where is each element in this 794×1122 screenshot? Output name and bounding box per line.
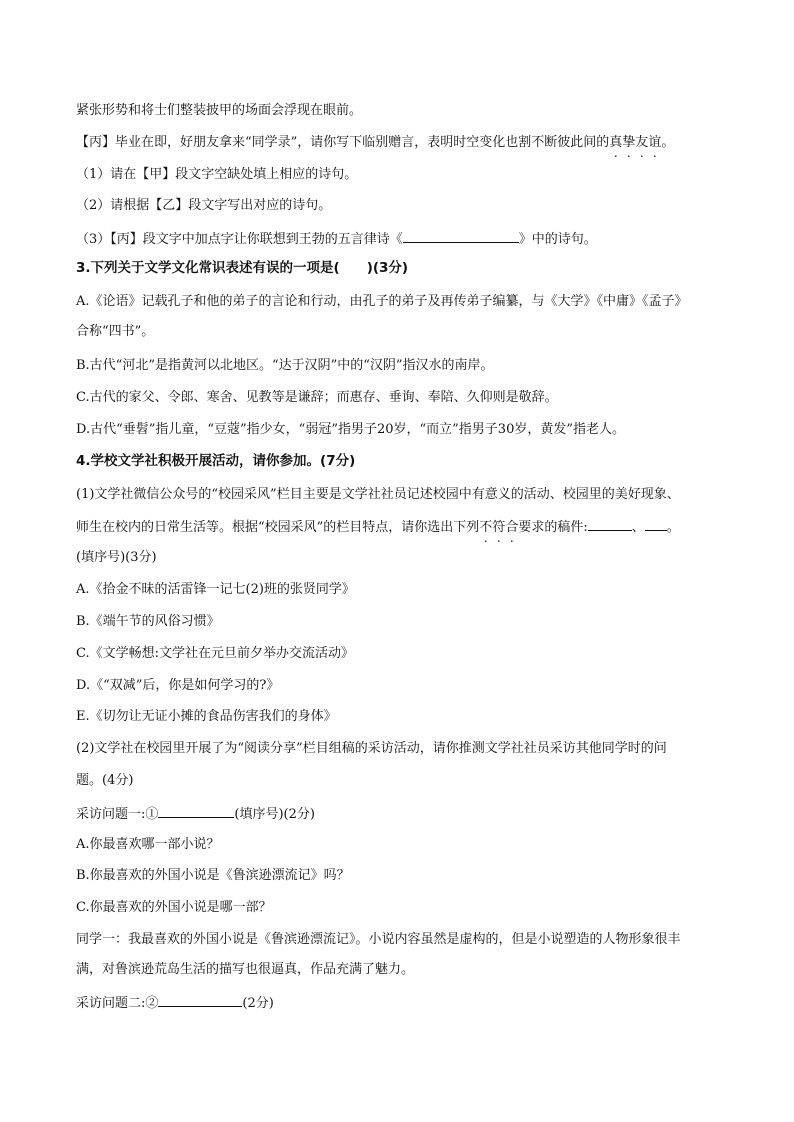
text: 采访问题一:① [76,807,159,822]
text: 题。(4分) [76,773,134,788]
text: A.《拾金不昧的活雷锋一记七(2)班的张贤同学》 [76,582,355,597]
text: 要求的稿件: [518,520,588,535]
dotted-char-fu: 符 [492,520,506,535]
option-a-cont [76,322,726,342]
text-line [76,771,726,791]
choice-b [76,866,726,886]
text: E.《切勿让无证小摊的食品伤害我们的身体》 [76,709,337,724]
text: A.《论语》记载孔子和他的弟子的言论和行动，由孔子的弟子及再传弟子编纂，与《大学》《中庸》《孟子》 [76,294,688,309]
dotted-char-bu: 不 [479,520,493,535]
text: 同学一：我最喜欢的外国小说是《鲁滨逊漂流记》。小说内容虽然是虚构的，但是小说塑造的人物形象很丰 [76,932,681,947]
text: 【丙】毕业在即，好朋友拿来“同学录”，请你写下临别赠言，表明时空变化也割不断彼此间的 [76,135,610,150]
text: 》中的诗句。 [518,232,597,247]
text: 4.学校文学社积极开展活动，请你参加。(7分) [76,453,356,469]
dotted-char-yi: 谊 [648,135,662,150]
text: 。 [661,135,675,150]
option-a [76,292,726,312]
answer-blank-2[interactable] [645,516,667,531]
text: D.古代“垂髫”指儿童，“豆蔻”指少女，“弱冠”指男子20岁，“而立”指男子30岁，黄发”指老人。 [76,422,625,437]
text: (填序号)(2分) [234,807,315,822]
text-line [76,485,726,505]
answer-blank-1[interactable] [588,516,632,531]
choice-c [76,898,726,918]
question-3-heading [76,258,726,278]
option-c [76,644,726,664]
text: D.《“双减”后，你是如何学习的?》 [76,678,280,693]
text-line [76,133,726,153]
option-c [76,388,726,408]
option-e [76,707,726,727]
text: 、 [631,520,645,535]
text: C.《文学畅想:文学社在元旦前夕举办交流活动》 [76,646,354,661]
text: C.你最喜欢的外国小说是哪一部？ [76,900,272,915]
text: 师生在校内的日常生活等。根据“校园采风”的栏目特点，请你选出下列 [76,520,480,535]
text: (2分) [242,996,274,1011]
text: (1)文学社微信公众号的“校园采风”栏目主要是文学社社员记述校园中有意义的活动、校园里的美好现象、 [76,487,680,502]
choice-a [76,835,726,855]
answer-blank-interview-2[interactable] [158,992,242,1007]
question-4-heading [76,451,726,471]
text-line [76,803,726,825]
text: A.你最喜欢哪一部小说？ [76,837,220,852]
text-line [76,960,726,980]
text: B.《端午节的风俗习惯》 [76,614,220,629]
text: 采访问题二:② [76,996,159,1011]
text-line [76,516,726,538]
option-a [76,580,726,600]
text: (填序号)(3分) [76,550,157,565]
text-line [76,739,726,759]
text-line [76,165,726,185]
text: B.你最喜欢的外国小说是《鲁滨逊漂流记》吗？ [76,868,350,883]
text: （3）【丙】段文字中加点字让你联想到王勃的五言律诗《 [76,232,403,247]
text: (2)文学社在校园里开展了为“阅读分享”栏目组稿的采访活动，请你推测文学社社员采访其他同学时的问 [76,741,667,756]
text-line [76,101,726,121]
dotted-char-you: 友 [635,135,649,150]
dotted-char-zhi: 挚 [622,135,636,150]
text-line [76,228,726,250]
answer-blank-poem-title[interactable] [403,228,519,243]
text: 紧张形势和将士们整装披甲的场面会浮现在眼前。 [76,103,363,118]
text: 合称“四书”。 [76,324,155,339]
option-b [76,612,726,632]
dotted-char-zhen: 真 [609,135,623,150]
text-line [76,930,726,950]
text: 3.下列关于文学文化常识表述有误的一项是( )(3分) [76,260,409,276]
option-d [76,420,726,440]
option-d [76,676,726,696]
text-line [76,992,726,1014]
text: 。 [666,520,680,535]
text: 满，对鲁滨逊荒岛生活的描写也很逼真，作品充满了魅力。 [76,962,415,977]
text-line [76,196,726,216]
text: （1）请在【甲】段文字空缺处填上相应的诗句。 [76,167,358,182]
option-b [76,356,726,376]
text: （2）请根据【乙】段文字写出对应的诗句。 [76,198,332,213]
text: B.古代“河北”是指黄河以北地区。“达于汉阴”中的“汉阴”指汉水的南岸。 [76,358,494,373]
text-line [76,548,726,568]
text: C.古代的家父、令郎、寒舍、见教等是谦辞；而惠存、垂询、奉陪、久仰则是敬辞。 [76,390,558,405]
answer-blank-interview-1[interactable] [158,803,234,818]
dotted-char-he: 合 [505,520,519,535]
